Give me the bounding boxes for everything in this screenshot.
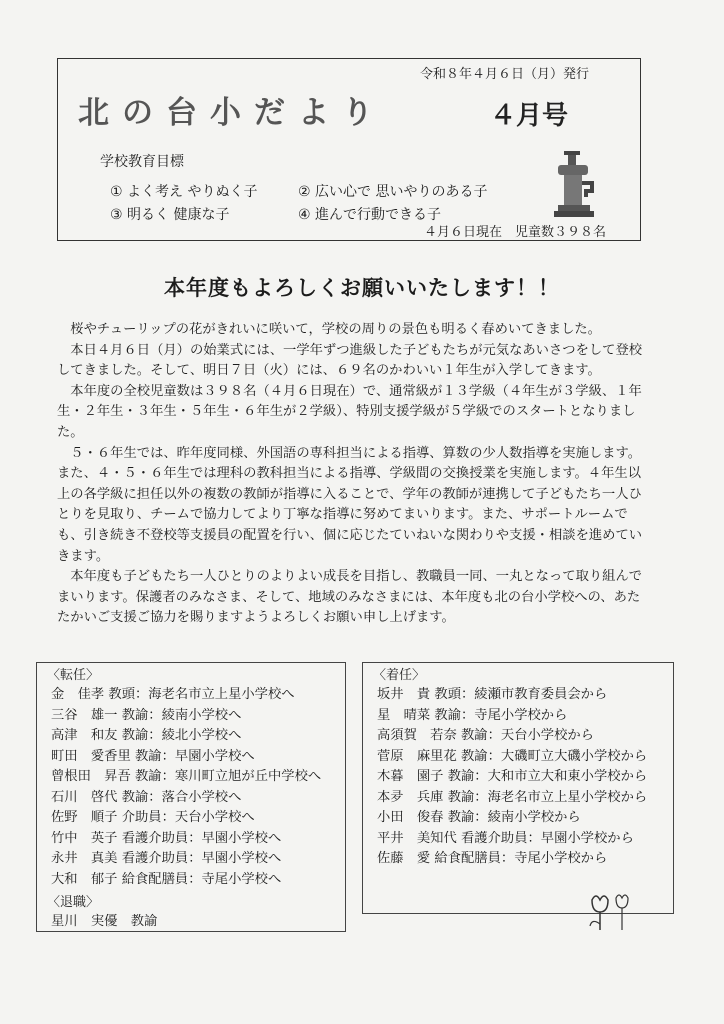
paragraph: 本日４月６日（月）の始業式には、一学年ずつ進級した子どもたちが元気なあいさつをして登校してきました。そして、明日７日（火）には、６９名のかわいい１年生が入学してきます。 xyxy=(57,342,643,379)
list-item: 大和 郁子 給食配膳員：寺尾小学校へ xyxy=(51,871,282,887)
transfers-in-box xyxy=(362,662,674,914)
list-item: 星 晴菜 教諭：寺尾小学校から xyxy=(377,707,568,723)
goal-item: ① よく考え やりぬく子 xyxy=(110,184,258,200)
retirement-list xyxy=(37,912,345,933)
transfers-in-list xyxy=(363,685,673,870)
enrollment-count: ４月６日現在 児童数３９８名 xyxy=(424,225,607,240)
list-item: 佐藤 愛 給食配膳員：寺尾小学校から xyxy=(377,851,608,866)
tulip-icon xyxy=(586,892,636,934)
list-item: 曾根田 昇吾 教諭：寒川町立旭が丘中学校へ xyxy=(51,769,322,784)
list-item: 高津 和友 教諭：綾北小学校へ xyxy=(51,728,242,743)
headline: 本年度もよろしくお願いいたします！！ xyxy=(164,276,560,300)
newsletter-title: 北の台小だより xyxy=(78,95,386,131)
issue-month: ４月号 xyxy=(490,101,569,131)
list-item: 竹中 英子 看護介助員：早園小学校へ xyxy=(51,830,282,846)
goals-heading: 学校教育目標 xyxy=(100,154,184,170)
list-item: 本夛 兵庫 教諭：海老名市立上星小学校から xyxy=(377,789,648,805)
paragraph: ５・６年生では、昨年度同様、外国語の専科担当による指導、算数の少人数指導を実施します。また、４・５・６年生では理科の教科担当による指導、学級間の交換授業を実施します。４年生以上の各学級に担任以外の複数の教師が指導に入ることで、学年の教師が連携して子どもたち一人ひとりを見取り、チームで協力してより丁寧な指導に努めてまいります。また、サポートルームでも、引き続き不登校等支援員の配置を行い、個に応じたていねいな関わりや支援・相談を進めていきます。 xyxy=(57,445,643,564)
list-item: 星川 実優 教諭 xyxy=(51,914,158,929)
list-item: 小田 俊春 教諭：綾南小学校から xyxy=(377,810,581,825)
goal-item: ② 広い心で 思いやりのある子 xyxy=(298,184,488,200)
list-item: 高須賀 若奈 教諭：天台小学校から xyxy=(377,728,594,743)
body-text xyxy=(57,320,649,629)
header-box xyxy=(57,58,641,241)
transfers-in-heading: 〈着任〉 xyxy=(373,668,426,683)
paragraph: 本年度の全校児童数は３９８名（４月６日現在）で、通常級が１３学級（４年生が３学級、１年生・２年生・３年生・５年生・６年生が２学級）、特別支援学級が５学級でのスタートとなりました。 xyxy=(57,383,642,440)
retirement-heading: 〈退職〉 xyxy=(47,895,100,910)
goal-item: ③ 明るく 健康な子 xyxy=(110,207,230,223)
list-item: 平井 美知代 看護介助員：早園小学校から xyxy=(377,830,634,846)
list-item: 石川 啓代 教諭：落合小学校へ xyxy=(51,789,242,805)
list-item: 木暮 園子 教諭：大和市立大和東小学校から xyxy=(377,769,648,784)
transfers-out-list xyxy=(37,685,345,890)
water-tap-icon xyxy=(544,149,604,221)
goal-item: ④ 進んで行動できる子 xyxy=(298,207,442,223)
list-item: 永井 真美 看護介助員：早園小学校へ xyxy=(51,851,282,866)
paragraph: 桜やチューリップの花がきれいに咲いて，学校の周りの景色も明るく春めいてきました。 xyxy=(70,322,601,337)
list-item: 菅原 麻里花 教諭：大磯町立大磯小学校から xyxy=(377,748,648,764)
issue-date: 令和８年４月６日（月）発行 xyxy=(420,67,590,82)
list-item: 三谷 雄一 教諭：綾南小学校へ xyxy=(51,707,242,723)
list-item: 坂井 貴 教頭：綾瀬市教育委員会から xyxy=(377,687,608,702)
paragraph: 本年度も子どもたち一人ひとりのよりよい成長を目指し、教職員一同、一丸となって取り組んでまいります。保護者のみなさま、そして、地域のみなさまには、本年度も北の台小学校への、あたたかいご支援ご協力を賜りますようよろしくお願い申し上げます。 xyxy=(57,569,643,626)
list-item: 佐野 順子 介助員：天台小学校へ xyxy=(51,810,255,825)
list-item: 町田 愛香里 教諭：早園小学校へ xyxy=(51,748,255,764)
list-item: 金 佳孝 教頭：海老名市立上星小学校へ xyxy=(51,687,295,702)
transfers-out-box xyxy=(36,662,346,932)
transfers-out-heading: 〈転任〉 xyxy=(47,668,100,683)
